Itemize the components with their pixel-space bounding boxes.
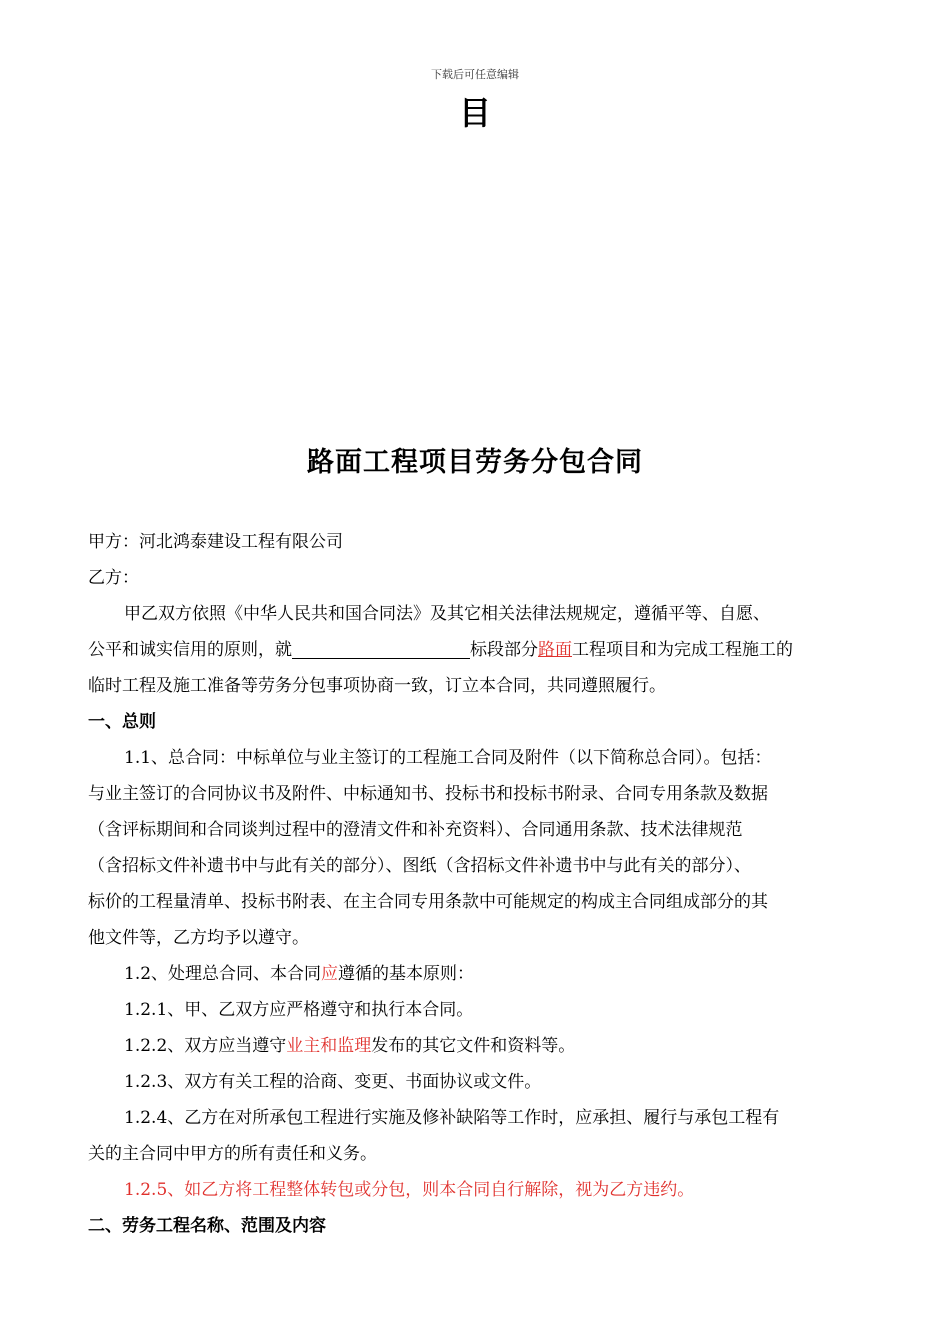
intro-highlight-road: 路面 (538, 640, 572, 660)
party-b-line: 乙方： (88, 568, 139, 588)
toc-title: 目 (458, 94, 491, 132)
section-blank-field (292, 636, 470, 659)
clause-1-2-2 (88, 1028, 868, 1064)
clause-1-1-line-4: （含招标文件补遗书中与此有关的部分）、图纸（含招标文件补遗书中与此有关的部分）、 (88, 856, 751, 876)
intro-line-2 (88, 632, 868, 668)
intro-line-2-mid: 标段部分 (470, 640, 538, 660)
clause-1-2 (88, 956, 868, 992)
clause-1-2-2-post: 发布的其它文件和资料等。 (371, 1036, 576, 1056)
clause-1-2-4-line-1: 1.2.4、乙方在对所承包工程进行实施及修补缺陷等工作时，应承担、履行与承包工程有 (124, 1108, 780, 1128)
clause-1-1-line-6: 他文件等，乙方均予以遵守。 (88, 928, 309, 948)
clause-1-1-line-5: 标价的工程量清单、投标书附表、在主合同专用条款中可能规定的构成主合同组成部分的其 (88, 892, 768, 912)
clause-1-2-2-pre: 1.2.2、双方应当遵守 (124, 1036, 287, 1056)
clause-1-1-line-2: 与业主签订的合同协议书及附件、中标通知书、投标书和投标书附录、合同专用条款及数据 (88, 784, 768, 804)
intro-line-3: 临时工程及施工准备等劳务分包事项协商一致，订立本合同，共同遵照履行。 (88, 676, 666, 696)
clause-1-2-5: 1.2.5、如乙方将工程整体转包或分包，则本合同自行解除，视为乙方违约。 (124, 1180, 695, 1200)
section-1-heading: 一、总则 (88, 712, 156, 732)
document-title: 路面工程项目劳务分包合同 (307, 447, 643, 478)
document-body (88, 524, 868, 1244)
clause-1-1-line-3: （含评标期间和合同谈判过程中的澄清文件和补充资料）、合同通用条款、技术法律规范 (88, 820, 743, 840)
clause-1-2-3: 1.2.3、双方有关工程的洽商、变更、书面协议或文件。 (124, 1072, 542, 1092)
header-note: 下载后可任意编辑 (431, 68, 519, 81)
clause-1-2-highlight: 应 (321, 964, 339, 984)
clause-1-2-post: 遵循的基本原则： (338, 964, 475, 984)
intro-line-2-post: 工程项目和为完成工程施工的 (572, 640, 793, 660)
clause-1-1-line-1: 1.1、总合同：中标单位与业主签订的工程施工合同及附件（以下简称总合同）。包括： (124, 748, 772, 768)
party-a-line: 甲方：河北鸿泰建设工程有限公司 (88, 532, 343, 552)
clause-1-2-1: 1.2.1、甲、乙双方应严格遵守和执行本合同。 (124, 1000, 474, 1020)
clause-1-2-4-line-2: 关的主合同中甲方的所有责任和义务。 (88, 1144, 377, 1164)
intro-line-2-pre: 公平和诚实信用的原则，就 (88, 640, 292, 660)
intro-line-1: 甲乙双方依照《中华人民共和国合同法》及其它相关法律法规规定，遵循平等、自愿、 (124, 604, 770, 624)
clause-1-2-pre: 1.2、处理总合同、本合同 (124, 964, 322, 984)
clause-1-2-2-highlight: 业主和监理 (286, 1036, 372, 1056)
section-2-heading: 二、劳务工程名称、范围及内容 (88, 1216, 326, 1236)
